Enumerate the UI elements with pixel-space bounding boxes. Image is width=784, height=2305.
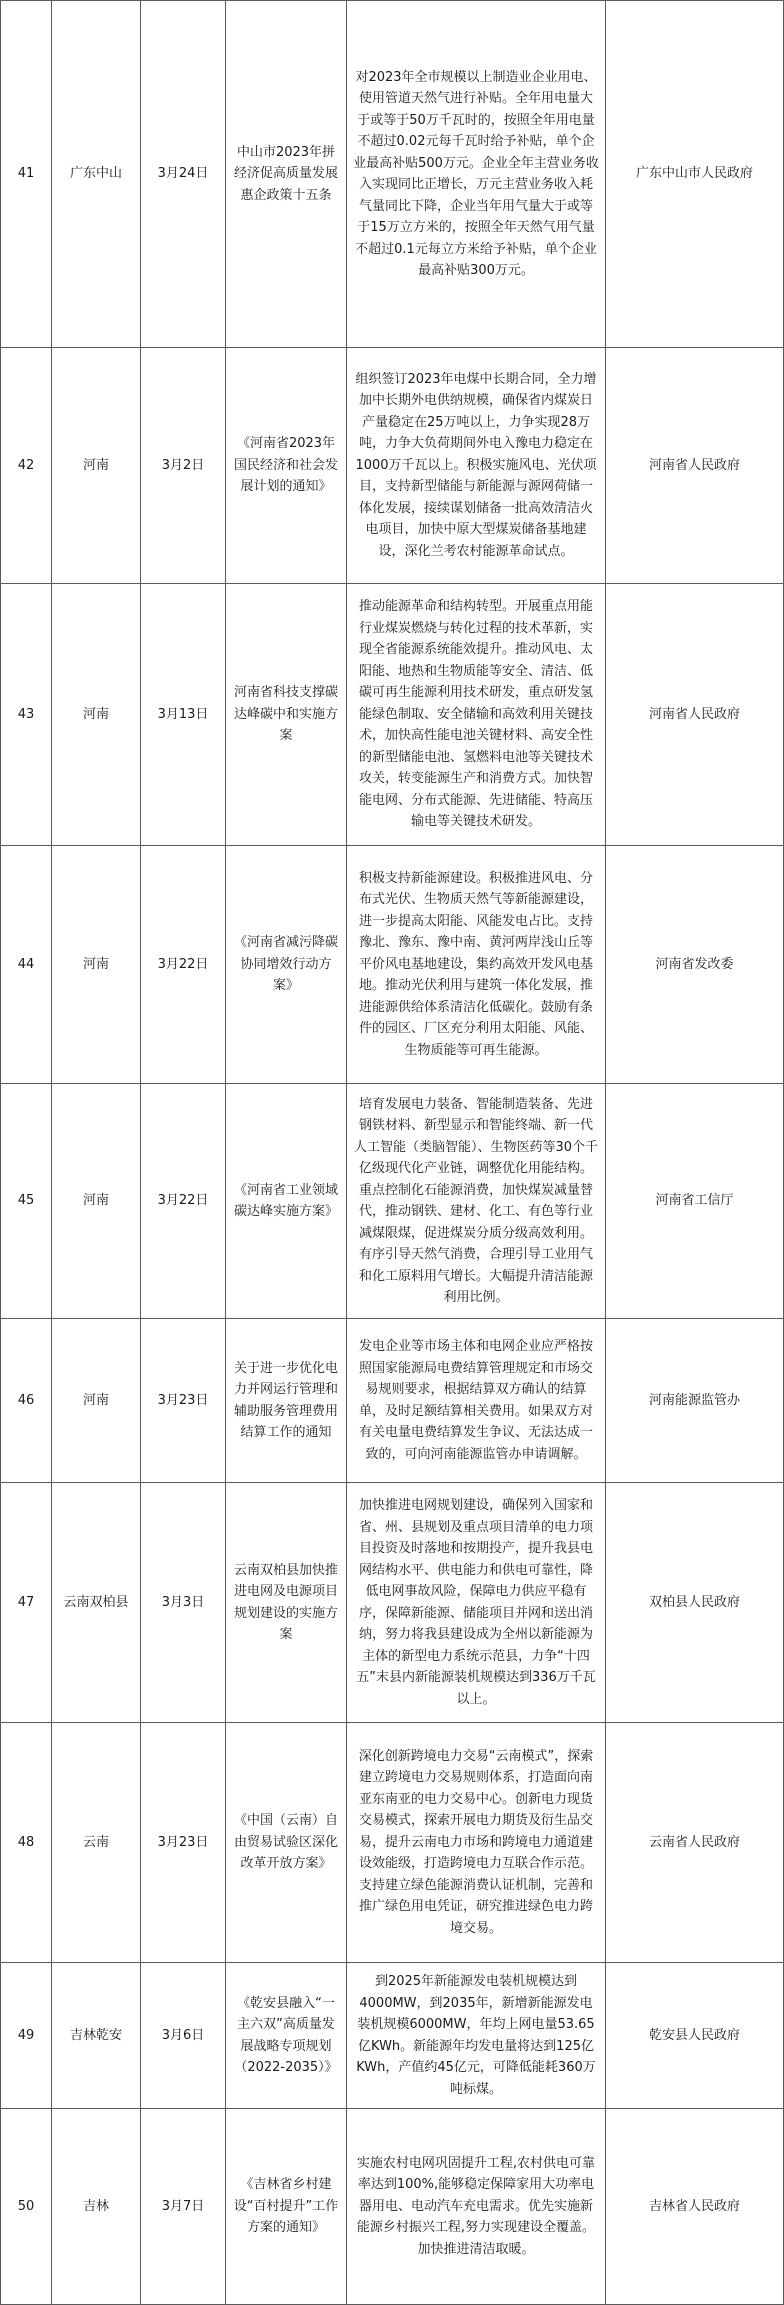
- row-date: 3月22日: [141, 1084, 226, 1319]
- row-policy-name: 《河南省减污降碳协同增效行动方案》: [226, 846, 347, 1084]
- row-policy-content: 积极支持新能源建设。积极推进风电、分布式光伏、生物质天然气等新能源建设，进一步提高太阳能、风能发电占比。支持豫北、豫东、豫中南、黄河两岸浅山丘等平价风电基地建设，集约高效开发风电基地。推动光伏利用与建筑一体化发展，推进能源供给体系清洁化低碳化。鼓励有条件的园区、厂区充分利用太阳能、风能、生物质能等可再生能源。: [347, 846, 606, 1084]
- row-region: 云南: [52, 1723, 141, 1963]
- table-row: [1, 1723, 784, 1963]
- row-policy-content: 推动能源革命和结构转型。开展重点用能行业煤炭燃烧与转化过程的技术革新，实现全省能源系统能效提升。推动风电、太阳能、地热和生物质能等安全、清洁、低碳可再生能源利用技术研发，重点研发氢能绿色制取、安全储输和高效利用关键技术，加快高性能电池关键材料、高安全性的新型储能电池、氢燃料电池等关键技术攻关，转变能源生产和消费方式。加快智能电网、分布式能源、先进储能、特高压输电等关键技术研发。: [347, 584, 606, 846]
- table-row: [1, 2109, 784, 2305]
- table-row: [1, 1963, 784, 2109]
- row-date: 3月2日: [141, 348, 226, 584]
- row-number: 49: [1, 1963, 52, 2109]
- row-policy-content: 对2023年全市规模以上制造业企业用电、使用管道天然气进行补贴。全年用电量大于或等于50万千瓦时的，按照全年用电量不超过0.02元每千瓦时给予补贴，单个企业最高补贴500万元。企业全年主营业务收入实现同比正增长，万元主营业务收入耗气量同比下降，企业当年用气量大于或等于15万立方米的，按照全年天然气用气量不超过0.1元每立方米给予补贴，单个企业最高补贴300万元。: [347, 1, 606, 348]
- row-number: 44: [1, 846, 52, 1084]
- row-policy-name: 云南双柏县加快推进电网及电源项目规划建设的实施方案: [226, 1483, 347, 1723]
- row-date: 3月6日: [141, 1963, 226, 2109]
- row-department: 河南省工信厅: [606, 1084, 784, 1319]
- row-policy-name: 《乾安县融入“一主六双”高质量发展战略专项规划（2022-2035）》: [226, 1963, 347, 2109]
- row-department: 双柏县人民政府: [606, 1483, 784, 1723]
- row-policy-content: 实施农村电网巩固提升工程,农村供电可靠率达到100%,能够稳定保障家用大功率电器用电、电动汽车充电需求。优先实施新能源乡村振兴工程,努力实现建设全覆盖。加快推进清洁取暖。: [347, 2109, 606, 2305]
- row-region: 广东中山: [52, 1, 141, 348]
- table-row: [1, 846, 784, 1084]
- row-region: 云南双柏县: [52, 1483, 141, 1723]
- row-policy-name: 中山市2023年拼经济促高质量发展惠企政策十五条: [226, 1, 347, 348]
- row-date: 3月23日: [141, 1319, 226, 1483]
- row-region: 河南: [52, 584, 141, 846]
- row-department: 云南省人民政府: [606, 1723, 784, 1963]
- row-policy-content: 到2025年新能源发电装机规模达到4000MW，到2035年，新增新能源发电装机规模6000MW，年均上网电量53.65亿KWh。新能源年均发电量将达到125亿KWh，产值约45亿元，可降低能耗360万吨标煤。: [347, 1963, 606, 2109]
- row-date: 3月13日: [141, 584, 226, 846]
- row-date: 3月22日: [141, 846, 226, 1084]
- row-number: 43: [1, 584, 52, 846]
- row-date: 3月3日: [141, 1483, 226, 1723]
- row-number: 47: [1, 1483, 52, 1723]
- row-department: 广东中山市人民政府: [606, 1, 784, 348]
- row-number: 45: [1, 1084, 52, 1319]
- row-policy-content: 深化创新跨境电力交易“云南模式”，探索建立跨境电力交易规则体系，打造面向南亚东南亚的电力交易中心。创新电力现货交易模式，探索开展电力期货及衍生品交易，提升云南电力市场和跨境电力通道建设效能级，打造跨境电力互联合作示范。支持建立绿色能源消费认证机制，完善和推广绿色用电凭证，研究推进绿色电力跨境交易。: [347, 1723, 606, 1963]
- row-policy-name: 河南省科技支撑碳达峰碳中和实施方案: [226, 584, 347, 846]
- row-policy-content: 培育发展电力装备、智能制造装备、先进钢铁材料、新型显示和智能终端、新一代人工智能（类脑智能）、生物医药等30个千亿级现代化产业链，调整优化用能结构。重点控制化石能源消费，加快煤炭减量替代，推动钢铁、建材、化工、有色等行业减煤限煤，促进煤炭分质分级高效利用。有序引导天然气消费，合理引导工业用气和化工原料用气增长。大幅提升清洁能源利用比例。: [347, 1084, 606, 1319]
- row-number: 41: [1, 1, 52, 348]
- row-date: 3月23日: [141, 1723, 226, 1963]
- table-row: [1, 1319, 784, 1483]
- row-region: 河南: [52, 348, 141, 584]
- row-department: 河南能源监管办: [606, 1319, 784, 1483]
- table-row: [1, 348, 784, 584]
- row-number: 50: [1, 2109, 52, 2305]
- row-date: 3月7日: [141, 2109, 226, 2305]
- row-department: 乾安县人民政府: [606, 1963, 784, 2109]
- row-policy-content: 发电企业等市场主体和电网企业应严格按照国家能源局电费结算管理规定和市场交易规则要求，根据结算双方确认的结算单，及时足额结算相关费用。如果双方对有关电量电费结算发生争议、无法达成一致的，可向河南能源监管办申请调解。: [347, 1319, 606, 1483]
- row-policy-content: 组织签订2023年电煤中长期合同，全力增加中长期外电供纳规模，确保省内煤炭日产量稳定在25万吨以上，力争实现28万吨，力争大负荷期间外电入豫电力稳定在1000万千瓦以上。积极实施风电、光伏项目，支持新型储能与新能源与源网荷储一体化发展，接续谋划储备一批高效清洁火电项目，加快中原大型煤炭储备基地建设，深化兰考农村能源革命试点。: [347, 348, 606, 584]
- row-region: 河南: [52, 846, 141, 1084]
- row-date: 3月24日: [141, 1, 226, 348]
- table-row: [1, 1483, 784, 1723]
- row-department: 河南省人民政府: [606, 348, 784, 584]
- row-region: 吉林乾安: [52, 1963, 141, 2109]
- row-number: 42: [1, 348, 52, 584]
- row-policy-name: 《河南省2023年国民经济和社会发展计划的通知》: [226, 348, 347, 584]
- row-policy-name: 《河南省工业领域碳达峰实施方案》: [226, 1084, 347, 1319]
- table-row: [1, 1084, 784, 1319]
- row-policy-name: 《中国（云南）自由贸易试验区深化改革开放方案》: [226, 1723, 347, 1963]
- row-number: 46: [1, 1319, 52, 1483]
- row-policy-content: 加快推进电网规划建设，确保列入国家和省、州、县规划及重点项目清单的电力项目投资及时落地和按期投产，提升我县电网结构水平、供电能力和供电可靠性，降低电网事故风险，保障电力供应平稳有序，保障新能源、储能项目并网和送出消纳，努力将我县建设成为全州以新能源为主体的新型电力系统示范县，力争“十四五”末县内新能源装机规模达到336万千瓦以上。: [347, 1483, 606, 1723]
- table-row: [1, 1, 784, 348]
- row-department: 河南省发改委: [606, 846, 784, 1084]
- row-region: 河南: [52, 1084, 141, 1319]
- row-department: 吉林省人民政府: [606, 2109, 784, 2305]
- row-department: 河南省人民政府: [606, 584, 784, 846]
- row-policy-name: 《吉林省乡村建设“百村提升”工作方案的通知》: [226, 2109, 347, 2305]
- row-region: 吉林: [52, 2109, 141, 2305]
- row-region: 河南: [52, 1319, 141, 1483]
- row-policy-name: 关于进一步优化电力并网运行管理和辅助服务管理费用结算工作的通知: [226, 1319, 347, 1483]
- table-row: [1, 584, 784, 846]
- row-number: 48: [1, 1723, 52, 1963]
